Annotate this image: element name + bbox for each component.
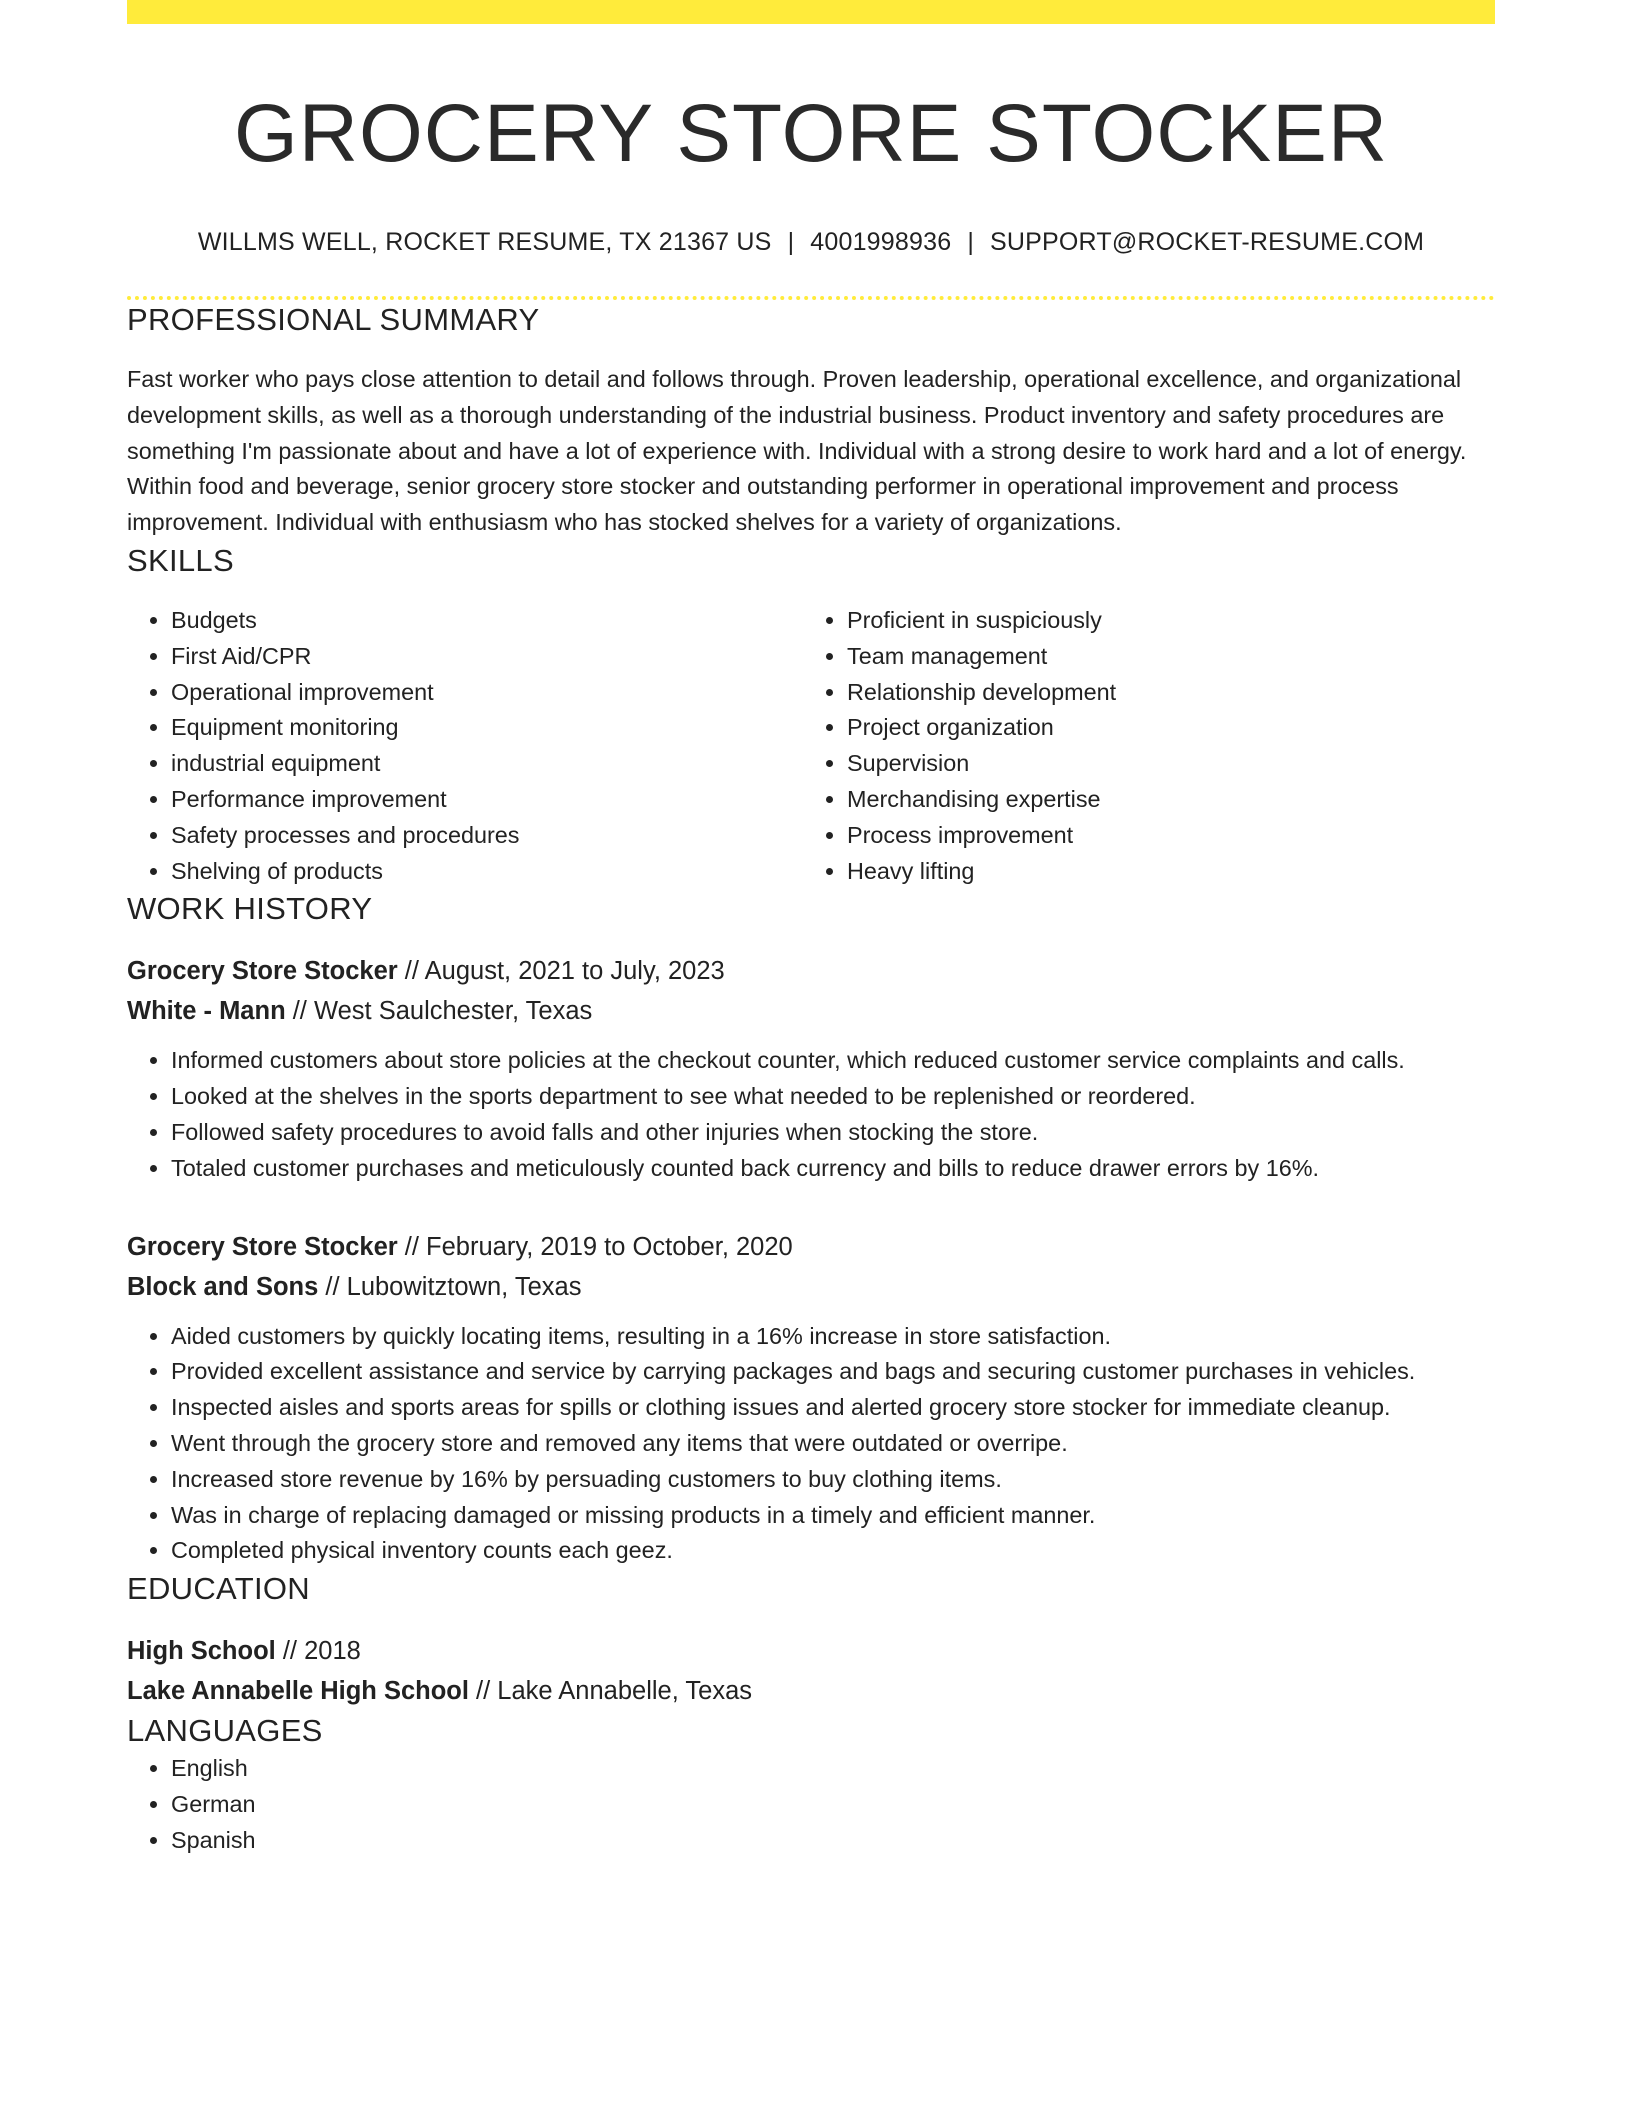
education-heading: EDUCATION <box>127 1571 310 1607</box>
line-separator: // <box>397 1232 427 1261</box>
job-bullet: • Totaled customer purchases and meticulously counted back currency and bills to reduce drawer errors by 16%. <box>171 1151 1495 1187</box>
job-title-line <box>127 1227 1495 1267</box>
skill-item: • Process improvement <box>847 818 1477 854</box>
job-company-line <box>127 991 1495 1031</box>
job-dates: August, 2021 to July, 2023 <box>424 957 725 986</box>
line-separator: // <box>397 957 425 986</box>
job-bullet: • Aided customers by quickly locating items, resulting in a 16% increase in store satisfaction. <box>171 1319 1495 1355</box>
job-bullet: • Went through the grocery store and removed any items that were outdated or overripe. <box>171 1426 1495 1462</box>
skill-item: • Safety processes and procedures <box>171 818 801 854</box>
job-title-line <box>127 951 1495 991</box>
resume-title: GROCERY STORE STOCKER <box>233 88 1389 179</box>
language-item: • German <box>171 1787 1495 1823</box>
skill-item: • Merchandising expertise <box>847 782 1477 818</box>
education-entry <box>127 1631 1495 1711</box>
job-entry <box>127 1227 1495 1570</box>
education-degree: High School <box>127 1637 276 1666</box>
skill-item: • Shelving of products <box>171 854 801 890</box>
job-bullet: • Inspected aisles and sports areas for spills or clothing issues and alerted grocery store stocker for immediate cleanup. <box>171 1390 1495 1426</box>
skill-item: • Heavy lifting <box>847 854 1477 890</box>
job-dates: February, 2019 to October, 2020 <box>426 1232 793 1261</box>
line-separator: // <box>468 1677 498 1706</box>
skill-item: • industrial equipment <box>171 746 801 782</box>
line-separator: // <box>275 1637 305 1666</box>
skill-item: • Equipment monitoring <box>171 710 801 746</box>
skills-heading: SKILLS <box>127 542 234 578</box>
skill-item: • Team management <box>847 639 1477 675</box>
contact-address: WILLMS WELL, ROCKET RESUME, TX 21367 US <box>197 228 772 256</box>
job-company: White - Mann <box>127 997 286 1026</box>
line-separator: // <box>285 997 314 1026</box>
job-title: Grocery Store Stocker <box>127 1232 398 1261</box>
contact-phone: 4001998936 <box>810 228 952 256</box>
job-location: West Saulchester, Texas <box>313 997 593 1026</box>
education-school-line <box>127 1671 1495 1711</box>
contact-separator: | <box>967 228 975 256</box>
job-bullet: • Followed safety procedures to avoid falls and other injuries when stocking the store. <box>171 1115 1495 1151</box>
job-company: Block and Sons <box>127 1272 319 1301</box>
skill-item: • Performance improvement <box>171 782 801 818</box>
job-company-line <box>127 1267 1495 1307</box>
skill-item: • Budgets <box>171 603 801 639</box>
job-bullet: • Completed physical inventory counts each geez. <box>171 1533 1495 1569</box>
job-bullets <box>127 1319 1495 1570</box>
job-title: Grocery Store Stocker <box>127 957 398 986</box>
skill-item: • Operational improvement <box>171 675 801 711</box>
job-bullets <box>127 1043 1495 1186</box>
resume-page <box>127 0 1495 1859</box>
contact-email: SUPPORT@ROCKET-RESUME.COM <box>990 228 1425 256</box>
skill-item: • Proficient in suspiciously <box>847 603 1477 639</box>
work-history-heading: WORK HISTORY <box>127 891 373 927</box>
job-bullet: • Looked at the shelves in the sports department to see what needed to be replenished or reordered. <box>171 1079 1495 1115</box>
skills-list-left <box>127 603 801 889</box>
contact-line <box>127 226 1495 258</box>
summary-heading: PROFESSIONAL SUMMARY <box>127 302 540 337</box>
languages-heading: LANGUAGES <box>127 1713 323 1749</box>
skill-item: • Supervision <box>847 746 1477 782</box>
job-location: Lubowitztown, Texas <box>346 1272 582 1301</box>
job-bullet: • Increased store revenue by 16% by persuading customers to buy clothing items. <box>171 1462 1495 1498</box>
accent-top-bar <box>127 0 1495 24</box>
education-degree-line <box>127 1631 1495 1671</box>
language-item: • English <box>171 1751 1495 1787</box>
contact-separator: | <box>787 228 795 256</box>
job-entry <box>127 951 1495 1186</box>
skill-item: • Relationship development <box>847 675 1477 711</box>
line-separator: // <box>318 1272 347 1301</box>
skills-list-right <box>801 603 1477 889</box>
skills-columns <box>127 603 1495 889</box>
job-bullet: • Was in charge of replacing damaged or missing products in a timely and efficient manner. <box>171 1498 1495 1534</box>
summary-text: Fast worker who pays close attention to detail and follows through. Proven leadership, operational excellence, and organizational development skills, as well as a thorough understanding of the industrial business. Product inventory and safety procedures are something I'm passionate about and have a lot of experience with. Individual with a strong desire to work hard and a lot of energy. Within food and beverage, senior grocery store stocker and outstanding performer in operational improvement and process improvement. Individual with enthusiasm who has stocked shelves for a variety of organizations. <box>127 366 1467 536</box>
language-item: • Spanish <box>171 1823 1495 1859</box>
education-school: Lake Annabelle High School <box>127 1677 469 1706</box>
education-year: 2018 <box>304 1637 361 1666</box>
job-bullet: • Provided excellent assistance and service by carrying packages and bags and securing customer purchases in vehicles. <box>171 1354 1495 1390</box>
skill-item: • First Aid/CPR <box>171 639 801 675</box>
work-history-list <box>127 951 1495 1569</box>
education-location: Lake Annabelle, Texas <box>497 1677 753 1706</box>
languages-list <box>127 1751 1495 1858</box>
skill-item: • Project organization <box>847 710 1477 746</box>
job-bullet: • Informed customers about store policies at the checkout counter, which reduced customer service complaints and calls. <box>171 1043 1495 1079</box>
